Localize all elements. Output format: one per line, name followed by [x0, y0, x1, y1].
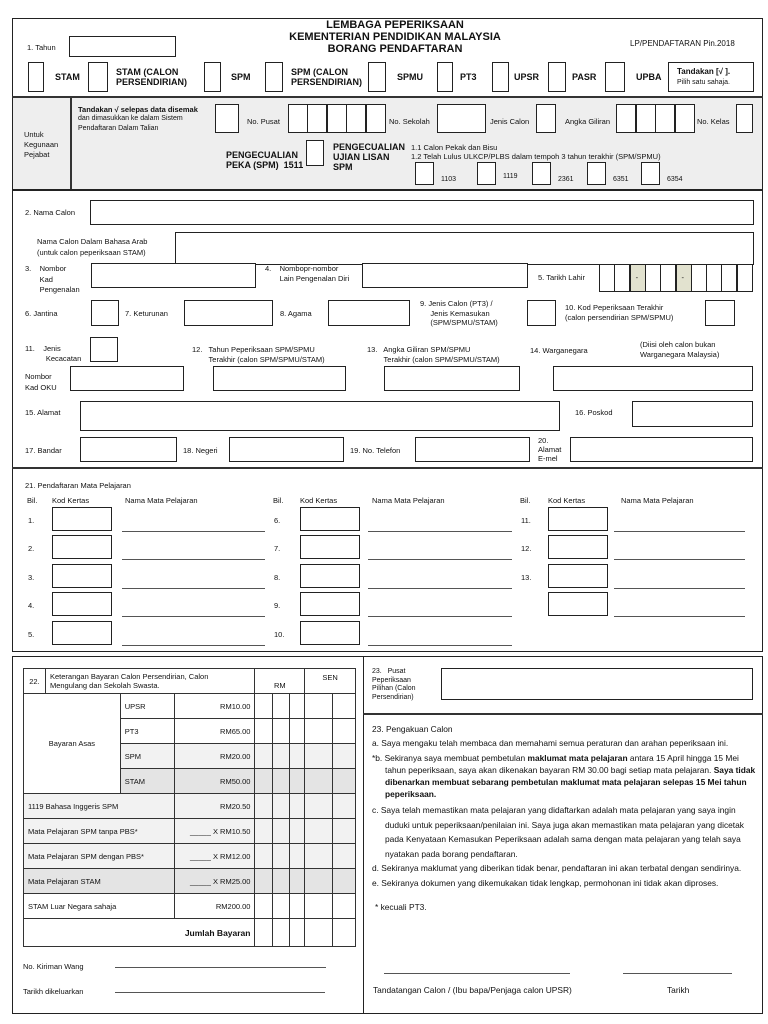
col-bil-header: Bil.	[27, 496, 38, 505]
angka-giliran-cell[interactable]	[616, 104, 636, 133]
payment-row	[24, 794, 356, 819]
subject-code-input[interactable]	[52, 564, 112, 588]
no-pusat-cell[interactable]	[366, 104, 386, 133]
b-bold: Saya tidak dibenarkan membuat sebarang pembetulan maklumat mata pelajaran selepas 15 Mei tahun peperiksaan.	[385, 765, 756, 799]
kod-terakhir-input[interactable]	[705, 300, 735, 326]
note-1-1: 1.1 Calon Pekak dan Bisu	[411, 143, 498, 152]
subject-number: 2.	[28, 544, 35, 554]
rm-digit-cell[interactable]	[255, 769, 273, 794]
rm-digit-cell[interactable]	[255, 744, 273, 769]
payment-no: 22.	[24, 669, 46, 694]
subject-number: 10.	[274, 629, 285, 639]
label-pt3: PT3	[460, 72, 477, 82]
email-input[interactable]	[570, 437, 753, 462]
sen-digit-cell[interactable]	[333, 694, 356, 719]
sen-digit-cell[interactable]	[305, 819, 333, 844]
subject-name-input[interactable]	[122, 616, 265, 617]
kod-terakhir-label: 10. Kod Peperiksaan Terakhir (calon persendirian SPM/SPMU)	[565, 303, 674, 322]
fee-amount: RM65.00	[174, 719, 255, 744]
subject-number: 12.	[521, 544, 532, 554]
rm-digit-cell[interactable]	[273, 694, 290, 719]
label-spm-persendirian: SPM (CALON PERSENDIRIAN)	[291, 67, 363, 87]
subject-code-input[interactable]	[300, 621, 360, 645]
fee-amount: RM50.00	[174, 769, 255, 794]
rm-digit-cell[interactable]	[273, 719, 290, 744]
subject-name-input[interactable]	[122, 559, 265, 560]
date-line[interactable]	[623, 973, 732, 974]
label-upba: UPBA	[636, 72, 662, 82]
subject-code-input[interactable]	[300, 535, 360, 559]
subject-name-input[interactable]	[614, 616, 745, 617]
warganegara-input[interactable]	[553, 366, 753, 391]
pusat-pilihan-label: 23. Pusat Peperiksaan Pilihan (Calon Persendirian)	[372, 668, 416, 701]
sen-digit-cell[interactable]	[305, 869, 333, 894]
divider	[12, 467, 763, 469]
rm-digit-cell[interactable]	[255, 794, 273, 819]
checkbox-spm[interactable]	[204, 62, 221, 92]
date-separator	[676, 264, 692, 292]
verify-desc: dan dimasukkan ke dalam Sistem Pendaftaran Dalam Talian	[78, 115, 183, 132]
form-code: LP/PENDAFTARAN Pin.2018	[630, 39, 735, 48]
sen-digit-cell[interactable]	[333, 894, 356, 919]
subject-name-input[interactable]	[122, 588, 265, 589]
office-use-label: Untuk Kegunaan Pejabat	[24, 130, 59, 159]
signature-line[interactable]	[384, 973, 570, 974]
payment-table	[23, 668, 356, 947]
divider	[363, 713, 763, 715]
oku-input[interactable]	[70, 366, 184, 391]
subject-name-input[interactable]	[614, 531, 745, 532]
payment-row	[24, 844, 356, 869]
subject-code-input[interactable]	[548, 592, 608, 616]
year-input[interactable]	[69, 36, 176, 57]
exemption-code-checkbox[interactable]	[532, 162, 551, 185]
no-pusat-cell[interactable]	[307, 104, 327, 133]
col-kod-header: Kod Kertas	[52, 496, 90, 505]
subject-number: 9.	[274, 601, 281, 611]
signature-label: Tandatangan Calon / (Ibu bapa/Penjaga calon UPSR)	[373, 985, 572, 995]
jenis-kemasukan-label: 9. Jenis Calon (PT3) / Jenis Kemasukan (SPM/SPMU/STAM)	[420, 299, 498, 327]
angka-giliran-cell[interactable]	[655, 104, 675, 133]
sen-digit-cell[interactable]	[305, 694, 333, 719]
no-kelas-input[interactable]	[736, 104, 753, 133]
oku-label: Nombor Kad OKU	[25, 372, 57, 392]
checkbox-stam-persendirian[interactable]	[88, 62, 108, 92]
subject-code-input[interactable]	[300, 507, 360, 531]
telefon-label: 19. No. Telefon	[350, 446, 401, 455]
warganegara-label: 14. Warganegara	[530, 346, 588, 355]
sen-digit-cell[interactable]	[333, 819, 356, 844]
b-text: *b. Sekiranya saya membuat pembetulan	[372, 753, 528, 763]
sen-digit-cell[interactable]	[305, 844, 333, 869]
sen-digit-cell[interactable]	[333, 719, 356, 744]
subject-name-input[interactable]	[368, 616, 512, 617]
no-sekolah-label: No. Sekolah	[389, 117, 430, 126]
label-stam-persendirian: STAM (CALON PERSENDIRIAN)	[116, 67, 188, 87]
rm-digit-cell[interactable]	[290, 844, 305, 869]
sen-digit-cell[interactable]	[333, 769, 356, 794]
declaration-e: e. Sekiranya dokumen yang dikemukakan tidak lengkap, permohonan ini tidak akan diproses.	[372, 877, 719, 888]
poskod-label: 16. Poskod	[575, 408, 613, 417]
rm-digit-cell[interactable]	[255, 694, 273, 719]
sen-digit-cell[interactable]	[333, 869, 356, 894]
title-line: BORANG PENDAFTARAN	[327, 43, 463, 55]
peka-checkbox[interactable]	[306, 140, 324, 166]
note-title: Tandakan [√ ].	[677, 67, 731, 76]
angka-giliran-cell[interactable]	[636, 104, 656, 133]
fee-item: 1119 Bahasa Inggeris SPM	[24, 794, 175, 819]
fee-item: STAM Luar Negara sahaja	[24, 894, 175, 919]
sen-digit-cell[interactable]	[305, 769, 333, 794]
label-pasr: PASR	[572, 72, 597, 82]
keturunan-input[interactable]	[184, 300, 273, 326]
rm-digit-cell[interactable]	[255, 894, 273, 919]
col-bil-header: Bil.	[273, 496, 284, 505]
angka-giliran-cell[interactable]	[675, 104, 695, 133]
kp-label: 3. Nombor Kad Pengenalan	[25, 264, 80, 294]
jenis-kemasukan-input[interactable]	[527, 300, 556, 326]
subject-number: 7.	[274, 544, 281, 554]
subject-number: 6.	[274, 516, 281, 525]
declaration-b	[372, 752, 757, 800]
keturunan-label: 7. Keturunan	[125, 309, 168, 318]
tahun-terakhir-input[interactable]	[213, 366, 346, 391]
dob-cell[interactable]	[599, 264, 615, 292]
subject-number: 1.	[28, 516, 35, 525]
exemption-code: 6351	[613, 176, 629, 183]
subject-code-input[interactable]	[300, 564, 360, 588]
rm-digit-cell[interactable]	[290, 869, 305, 894]
subject-number: 13.	[521, 572, 532, 582]
col-nama-header: Nama Mata Pelajaran	[621, 496, 694, 505]
declaration-title: 23. Pengakuan Calon	[372, 724, 453, 734]
rm-digit-cell[interactable]	[290, 819, 305, 844]
verified-checkbox[interactable]	[215, 104, 239, 133]
alamat-input[interactable]	[80, 401, 560, 431]
rm-digit-cell[interactable]	[273, 794, 290, 819]
angka-giliran-label: Angka Giliran	[565, 117, 611, 126]
sen-digit-cell[interactable]	[305, 794, 333, 819]
date-label: Tarikh	[667, 985, 690, 995]
fee-amount: RM20.00	[174, 744, 255, 769]
rm-digit-cell[interactable]	[255, 869, 273, 894]
payment-row	[24, 869, 356, 894]
subject-number: 8.	[274, 572, 281, 582]
checkbox-spmu[interactable]	[368, 62, 386, 92]
sen-digit-cell[interactable]	[333, 794, 356, 819]
date-separator-dash: -	[681, 273, 684, 282]
declaration-d: d. Sekiranya maklumat yang diberikan tidak benar, pendaftaran ini akan terbatal dengan sendirinya.	[372, 863, 742, 873]
subject-name-input[interactable]	[122, 531, 265, 532]
no-pusat-cell[interactable]	[346, 104, 366, 133]
subject-code-input[interactable]	[52, 535, 112, 559]
verify-title: Tandakan √ selepas data disemak	[78, 105, 198, 114]
dob-cell[interactable]	[737, 264, 753, 292]
exemption-code-checkbox[interactable]	[587, 162, 606, 185]
subject-name-input[interactable]	[368, 588, 512, 589]
divider	[70, 97, 72, 189]
sen-digit-cell[interactable]	[333, 844, 356, 869]
jenis-calon-input[interactable]	[536, 104, 556, 133]
exemption-code: 1119	[503, 173, 518, 180]
checkbox-spm-persendirian[interactable]	[265, 62, 283, 92]
label-upsr: UPSR	[514, 72, 540, 82]
arab-label: Nama Calon Dalam Bahasa Arab (untuk calon peperiksaan STAM)	[37, 237, 148, 257]
checkbox-upsr[interactable]	[492, 62, 509, 92]
other-id-input[interactable]	[362, 263, 528, 288]
negeri-label: 18. Negeri	[183, 446, 218, 455]
kp-input[interactable]	[91, 263, 256, 288]
divider	[12, 96, 763, 98]
col-bil-header: Bil.	[520, 496, 531, 505]
exemption-code: 6354	[667, 176, 683, 183]
rm-digit-cell[interactable]	[290, 694, 305, 719]
note-sub: Pilih satu sahaja.	[677, 79, 730, 86]
rm-digit-cell[interactable]	[255, 819, 273, 844]
rm-digit-cell[interactable]	[273, 869, 290, 894]
b-bold: maklumat mata pelajaran	[527, 753, 628, 763]
subject-name-input[interactable]	[122, 645, 265, 646]
label-spmu: SPMU	[397, 72, 424, 82]
nama-input[interactable]	[90, 200, 754, 225]
checkbox-upba[interactable]	[605, 62, 625, 92]
payment-row	[24, 894, 356, 919]
no-pusat-cell[interactable]	[288, 104, 308, 133]
sen-digit-cell[interactable]	[333, 919, 356, 947]
rm-digit-cell[interactable]	[290, 744, 305, 769]
sen-digit-cell[interactable]	[333, 744, 356, 769]
exemption-code: 1103	[441, 176, 457, 183]
dob-cell[interactable]	[691, 264, 707, 292]
rm-digit-cell[interactable]	[255, 844, 273, 869]
sen-digit-cell[interactable]	[305, 894, 333, 919]
declaration-c: c. Saya telah memastikan mata pelajaran yang didaftarkan adalah mata pelajaran yang saya ingin duduki untuk peperiksaan/penilaian ini. Saya juga akan memastikan mata pelajaran yang dicetak pada Kenyataan Kemasukan Peperiksaan adalah sama dengan mata pelajaran yang telah saya nyatakan pada borang pendaftaran.	[372, 805, 744, 859]
rm-digit-cell[interactable]	[273, 894, 290, 919]
fee-amount: RM20.50	[174, 794, 255, 819]
tahun-terakhir-label: 12. Tahun Peperiksaan SPM/SPMU Terakhir (calon SPM/SPMU/STAM)	[192, 345, 325, 364]
angka-terakhir-label: 13. Angka Giliran SPM/SPMU Terakhir (calon SPM/SPMU/STAM)	[367, 345, 500, 364]
sen-digit-cell[interactable]	[305, 919, 333, 947]
warganegara-note: (Diisi oleh calon bukan Warganegara Malaysia)	[640, 340, 720, 359]
exemption-code-checkbox[interactable]	[641, 162, 660, 185]
subject-number: 3.	[28, 572, 35, 582]
footnote: * kecuali PT3.	[375, 902, 427, 912]
subject-name-input[interactable]	[614, 588, 745, 589]
subject-code-input[interactable]	[52, 592, 112, 616]
form-title	[220, 19, 570, 55]
angka-terakhir-input[interactable]	[384, 366, 520, 391]
subject-code-input[interactable]	[52, 621, 112, 645]
basic-fee-label: Bayaran Asas	[24, 694, 121, 794]
jantina-label: 6. Jantina	[25, 309, 58, 318]
rm-digit-cell[interactable]	[290, 719, 305, 744]
fee-amount: RM200.00	[174, 894, 255, 919]
exam-name: PT3	[120, 719, 174, 744]
subject-code-input[interactable]	[548, 564, 608, 588]
subject-code-input[interactable]	[300, 592, 360, 616]
title-line: LEMBAGA PEPERIKSAAN	[326, 19, 464, 31]
exam-name: UPSR	[120, 694, 174, 719]
kiriman-input[interactable]	[115, 967, 326, 968]
jantina-input[interactable]	[91, 300, 119, 326]
dob-cell[interactable]	[645, 264, 661, 292]
rm-digit-cell[interactable]	[273, 919, 290, 947]
selection-note	[668, 62, 754, 92]
fee-amount: RM10.00	[174, 694, 255, 719]
pusat-pilihan-input[interactable]	[441, 668, 753, 700]
dob-cell[interactable]	[721, 264, 737, 292]
dob-label: 5. Tarikh Lahir	[538, 273, 585, 282]
exemption-code: 2361	[558, 176, 574, 183]
lisan-label: PENGECUALIAN UJIAN LISAN SPM	[333, 142, 406, 172]
dob-cell[interactable]	[614, 264, 630, 292]
col-nama-header: Nama Mata Pelajaran	[125, 496, 198, 505]
rm-digit-cell[interactable]	[273, 844, 290, 869]
sen-digit-cell[interactable]	[305, 744, 333, 769]
kecacatan-input[interactable]	[90, 337, 118, 362]
exemption-code-checkbox[interactable]	[415, 162, 434, 185]
subject-number: 5.	[28, 629, 35, 639]
payment-row	[24, 819, 356, 844]
rm-digit-cell[interactable]	[290, 919, 305, 947]
exam-name: SPM	[120, 744, 174, 769]
col-kod-header: Kod Kertas	[548, 496, 586, 505]
subject-name-input[interactable]	[368, 531, 512, 532]
bandar-label: 17. Bandar	[25, 446, 62, 455]
fee-amount: _____ X RM10.50	[174, 819, 255, 844]
negeri-input[interactable]	[229, 437, 344, 462]
date-separator-dash: -	[635, 273, 639, 282]
dob-cell[interactable]	[660, 264, 676, 292]
arab-name-input[interactable]	[175, 232, 754, 265]
b-text: antara 15 April hingga 15 Mei tahun peperiksaan, saya akan dikenakan bayaran RM 30.00 bagi setiap mata pelajaran.	[385, 753, 739, 775]
no-kelas-label: No. Kelas	[697, 117, 730, 126]
poskod-input[interactable]	[632, 401, 753, 427]
fee-item: Mata Pelajaran SPM tanpa PBS*	[24, 819, 175, 844]
tarikh-dikeluarkan-input[interactable]	[115, 992, 325, 993]
payment-title: Keterangan Bayaran Calon Persendirian, Calon Mengulang dan Sekolah Swasta.	[45, 669, 255, 694]
tarikh-dikeluarkan-label: Tarikh dikeluarkan	[23, 987, 84, 996]
fee-item: Mata Pelajaran STAM	[24, 869, 175, 894]
fee-item: Mata Pelajaran SPM dengan PBS*	[24, 844, 175, 869]
exemption-code-checkbox[interactable]	[477, 162, 496, 185]
rm-digit-cell[interactable]	[273, 744, 290, 769]
subject-code-input[interactable]	[52, 507, 112, 531]
rm-digit-cell[interactable]	[290, 894, 305, 919]
subject-name-input[interactable]	[368, 559, 512, 560]
exam-name: STAM	[120, 769, 174, 794]
rm-digit-cell[interactable]	[290, 769, 305, 794]
rm-header: RM	[255, 669, 305, 694]
kiriman-label: No. Kiriman Wang	[23, 962, 84, 971]
sen-digit-cell[interactable]	[305, 719, 333, 744]
fee-amount: _____ X RM12.00	[174, 844, 255, 869]
peka-label: PENGECUALIAN PEKA (SPM) 1511	[226, 150, 304, 170]
declaration	[372, 722, 757, 914]
sen-header: SEN	[305, 669, 356, 694]
email-label: 20. Alamat E-mel	[538, 436, 562, 463]
rm-digit-cell[interactable]	[273, 819, 290, 844]
agama-label: 8. Agama	[280, 309, 312, 318]
no-pusat-label: No. Pusat	[247, 117, 280, 126]
subject-code-input[interactable]	[548, 507, 608, 531]
checkbox-stam[interactable]	[28, 62, 44, 92]
col-nama-header: Nama Mata Pelajaran	[372, 496, 445, 505]
subjects-title: 21. Pendaftaran Mata Pelajaran	[25, 481, 131, 490]
rm-digit-cell[interactable]	[273, 769, 290, 794]
year-label: 1. Tahun	[27, 43, 56, 52]
col-kod-header: Kod Kertas	[300, 496, 338, 505]
subject-number: 4.	[28, 601, 35, 611]
note-1-2: 1.2 Telah Lulus ULKCP/PLBS dalam tempoh 3 tahun terakhir (SPM/SPMU)	[411, 152, 661, 161]
no-sekolah-input[interactable]	[437, 104, 486, 133]
no-pusat-cell[interactable]	[327, 104, 347, 133]
total-row	[24, 919, 356, 947]
fee-amount: _____ X RM25.00	[174, 869, 255, 894]
subject-number: 11.	[521, 516, 531, 525]
nama-label: 2. Nama Calon	[25, 208, 76, 217]
subject-code-input[interactable]	[548, 535, 608, 559]
title-line: KEMENTERIAN PENDIDIKAN MALAYSIA	[289, 31, 501, 43]
bandar-input[interactable]	[80, 437, 177, 462]
label-stam: STAM	[55, 72, 80, 82]
rm-digit-cell[interactable]	[290, 794, 305, 819]
telefon-input[interactable]	[415, 437, 530, 462]
label-spm: SPM	[231, 72, 251, 82]
rm-digit-cell[interactable]	[255, 919, 273, 947]
alamat-label: 15. Alamat	[25, 408, 61, 417]
declaration-a: a. Saya mengaku telah membaca dan memahami semua peraturan dan arahan peperiksaan ini.	[372, 738, 729, 748]
date-separator	[630, 264, 646, 292]
subject-name-input[interactable]	[368, 645, 512, 646]
dob-cell[interactable]	[706, 264, 722, 292]
checkbox-pasr[interactable]	[548, 62, 566, 92]
other-id-label: 4. Nombopr-nombor Lain Pengenalan Diri	[265, 264, 350, 283]
jenis-calon-label: Jenis Calon	[490, 117, 530, 126]
payment-row	[24, 694, 356, 719]
checkbox-pt3[interactable]	[437, 62, 453, 92]
agama-input[interactable]	[328, 300, 410, 326]
subject-name-input[interactable]	[614, 559, 745, 560]
total-label: Jumlah Bayaran	[24, 919, 255, 947]
kecacatan-label: 11. Jenis Kecacatan	[25, 344, 82, 363]
rm-digit-cell[interactable]	[255, 719, 273, 744]
